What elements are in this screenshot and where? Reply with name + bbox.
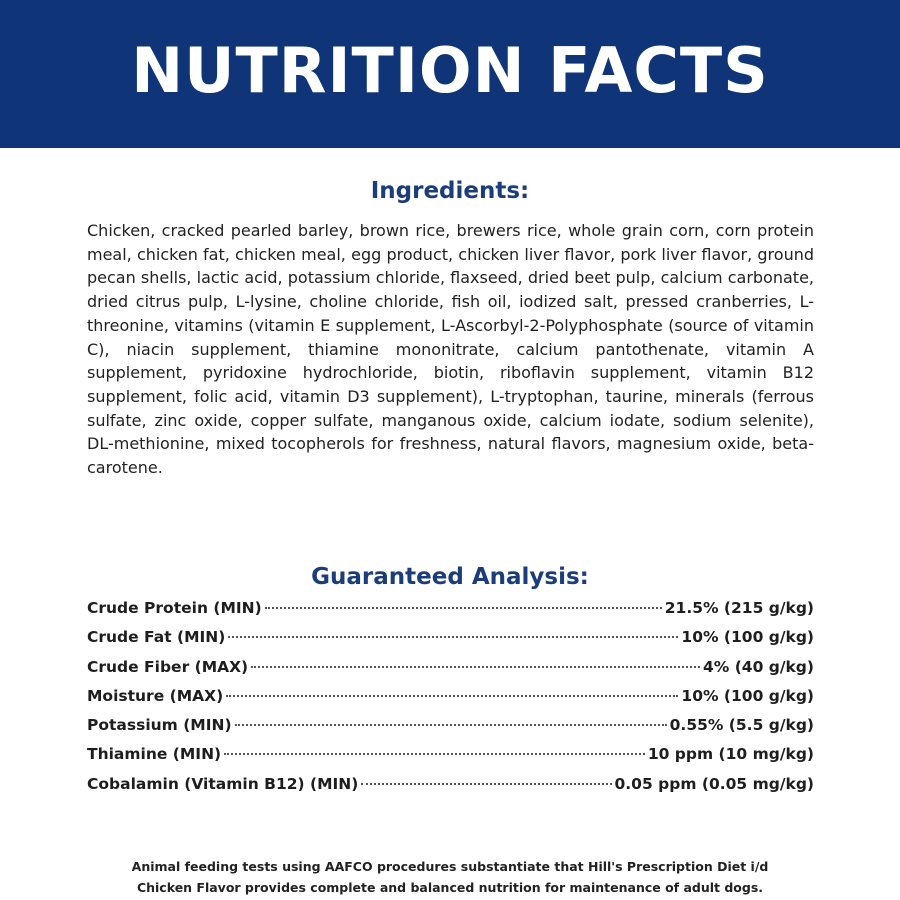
dotted-leader — [226, 695, 678, 697]
dotted-leader — [265, 607, 662, 609]
analysis-label: Cobalamin (Vitamin B12) (MIN) — [87, 774, 359, 793]
analysis-value: 10% (100 g/kg) — [681, 628, 814, 647]
analysis-row-crude-fat — [87, 628, 814, 657]
ingredients-heading: Ingredients: — [370, 178, 530, 204]
analysis-label: Crude Protein (MIN) — [87, 599, 262, 617]
analysis-value: 0.05 ppm (0.05 mg/kg) — [614, 774, 814, 793]
guaranteed-analysis-table — [87, 599, 814, 804]
dotted-leader — [224, 753, 645, 755]
dotted-leader — [251, 666, 700, 668]
analysis-value: 10 ppm (10 mg/kg) — [647, 745, 814, 764]
analysis-row-cobalamin — [87, 775, 814, 804]
analysis-value: 0.55% (5.5 g/kg) — [669, 716, 814, 735]
dotted-leader — [235, 724, 667, 726]
analysis-label: Crude Fat (MIN) — [87, 628, 226, 647]
page-title: NUTRITION FACTS — [131, 33, 769, 107]
analysis-label: Crude Fiber (MAX) — [87, 657, 249, 676]
analysis-row-potassium — [87, 716, 814, 745]
analysis-row-thiamine — [87, 745, 814, 774]
analysis-row-crude-fiber — [87, 658, 814, 687]
ingredients-list: Chicken, cracked pearled barley, brown rice, brewers rice, whole grain corn, corn protein meal, chicken fat, chicken meal, egg product, chicken liver flavor, pork liver flavor, ground pecan shells, lactic acid, potassium chloride, flaxseed, dried beet pulp, calcium carbonate, dried citrus pulp, L-lysine, choline chloride, fish oil, iodized salt, pressed cranberries, L-threonine, vitamins (vitamin E supplement, L-Ascorbyl-2-Polyphosphate (source of vitamin C), niacin supplement, thiamine mononitrate, calcium pantothenate, vitamin A supplement, pyridoxine hydrochloride, biotin, riboflavin supplement, vitamin B12 supplement, folic acid, vitamin D3 supplement), L-tryptophan, taurine, minerals (ferrous sulfate, zinc oxide, copper sulfate, manganous oxide, calcium iodate, sodium selenite), DL-methionine, mixed tocopherols for freshness, natural flavors, magnesium oxide, beta-carotene. — [87, 221, 814, 478]
dotted-leader — [361, 783, 611, 785]
analysis-label: Potassium (MIN) — [87, 716, 232, 735]
analysis-label: Thiamine (MIN) — [87, 745, 222, 764]
header-banner — [0, 0, 900, 148]
guaranteed-analysis-heading: Guaranteed Analysis: — [311, 564, 589, 590]
analysis-row-crude-protein — [87, 599, 814, 628]
analysis-value: 21.5% (215 g/kg) — [664, 599, 814, 617]
analysis-value: 4% (40 g/kg) — [702, 657, 814, 676]
analysis-row-moisture — [87, 687, 814, 716]
dotted-leader — [228, 636, 678, 638]
aafco-statement-line-1: Animal feeding tests using AAFCO procedures substantiate that Hill's Prescription Diet i/d — [131, 859, 769, 874]
aafco-statement — [100, 856, 800, 898]
analysis-label: Moisture (MAX) — [87, 686, 224, 705]
analysis-value: 10% (100 g/kg) — [681, 686, 814, 705]
aafco-statement-line-2: Chicken Flavor provides complete and balanced nutrition for maintenance of adult dogs. — [136, 880, 764, 895]
